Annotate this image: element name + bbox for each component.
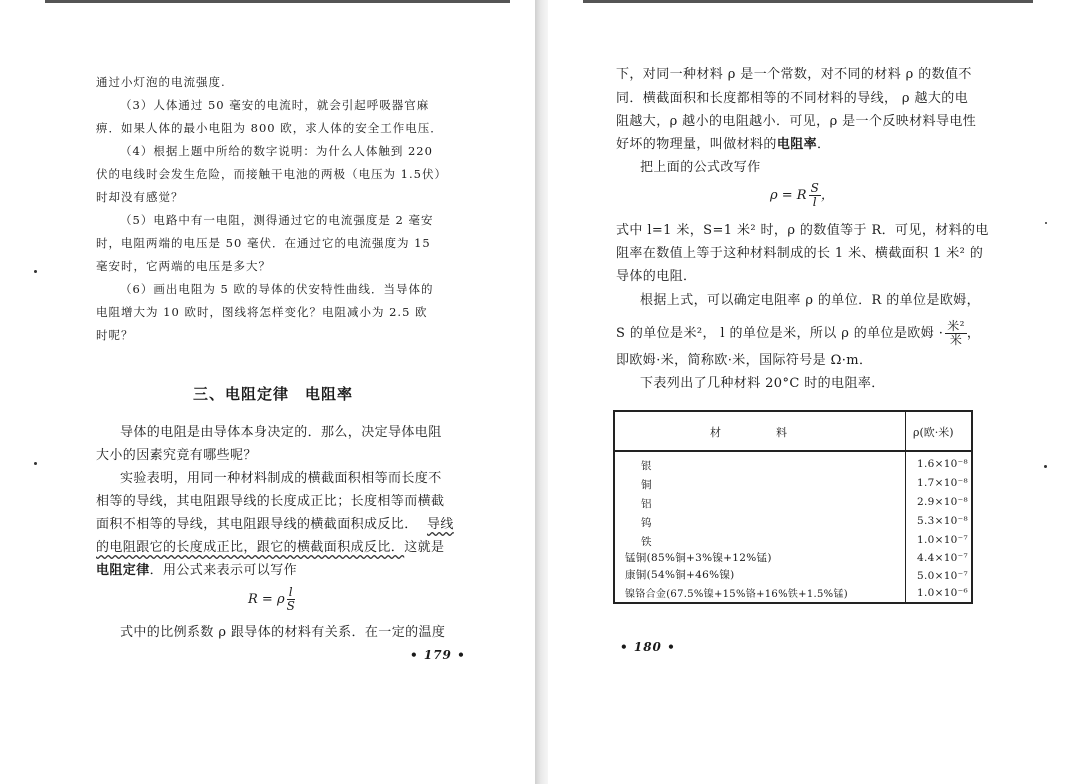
table-cell-value: 5.0×10⁻⁷ [917, 570, 969, 582]
text-line: 导体的电阻是由导体本身决定的．那么，决定导体电阻 [120, 425, 442, 440]
speck [34, 270, 37, 273]
underlined-text: 的电阻跟它的长度成正比，跟它的横截面积成反比． [96, 540, 405, 555]
text-line: （3）人体通过 50 毫安的电流时，就会引起呼吸器官麻 [120, 98, 430, 112]
table-header-material: 材 料 [710, 426, 787, 439]
table-header-divider [615, 450, 971, 452]
table-cell-value: 5.3×10⁻⁸ [917, 515, 969, 527]
book-gutter [535, 0, 548, 784]
table-cell-value: 1.0×10⁻⁷ [917, 534, 969, 546]
unit-numerator: 米² [947, 319, 965, 333]
formula-fraction [287, 586, 295, 613]
text-fragment: S 的单位是米²， l 的单位是米，所以 ρ 的单位是欧姆 · [616, 326, 944, 341]
text-line: 相等的导线，其电阻跟导线的长度成正比；长度相等而横截 [96, 494, 445, 509]
table-cell-value: 2.9×10⁻⁸ [917, 496, 969, 508]
page-number: • 179 • [410, 648, 466, 662]
underlined-text: 导线 [427, 517, 454, 532]
text-fragment: ， [966, 326, 981, 341]
text-line [616, 136, 830, 154]
table-cell-material: 镍铬合金(67.5%镍+15%铬+16%铁+1.5%锰) [625, 589, 848, 600]
text-line [616, 320, 980, 347]
text-line: 同．横截面积和长度都相等的不同材料的导线， ρ 越大的电 [616, 91, 969, 106]
text-line: 实验表明，用同一种材料制成的横截面积相等而长度不 [120, 471, 442, 486]
table-cell-material: 铝 [641, 498, 652, 510]
formula-numerator: l [287, 586, 295, 600]
formula-numerator: S [810, 181, 819, 195]
text-line: 痹．如果人体的最小电阻为 800 欧，求人体的安全工作电压． [96, 121, 443, 135]
text-line: 阻率在数值上等于这种材料制成的长 1 米、横截面积 1 米² 的 [616, 246, 984, 261]
formula-lhs: R = ρ [248, 592, 285, 607]
formula-denominator: l [812, 195, 817, 209]
resistivity-table [613, 410, 973, 604]
text-line: 式中 l=1 米，S=1 米² 时，ρ 的数值等于 R．可见，材料的电 [616, 223, 989, 238]
text-line: 大小的因素究竟有哪些呢？ [96, 448, 257, 463]
table-cell-value: 1.6×10⁻⁸ [917, 458, 969, 470]
text-line: 把上面的公式改写作 [640, 160, 761, 175]
text-fragment: ．用公式来表示可以写作 [149, 563, 298, 578]
text-line: 电阻增大为 10 欧时，图线将怎样变化？电阻减小为 2.5 欧 [96, 305, 428, 319]
table-cell-material: 铁 [641, 536, 652, 548]
text-line: 面积不相等的导线，其电阻跟导线的横截面积成反比． [96, 517, 418, 532]
speck [1044, 465, 1047, 468]
formula-tail: ， [820, 188, 834, 203]
text-line: （4）根据上题中所给的数字说明：为什么人体触到 220 [120, 144, 433, 158]
text-line: 阻越大，ρ 越小的电阻越小．可见，ρ 是一个反映材料导电性 [616, 114, 977, 129]
table-header-rho: ρ(欧·米) [913, 426, 954, 439]
formula-resistivity [770, 182, 834, 209]
table-cell-material: 铜 [641, 479, 652, 491]
text-fragment: 这就是 [404, 540, 445, 555]
page-number: • 180 • [620, 640, 676, 654]
text-line: 根据上式，可以确定电阻率 ρ 的单位．R 的单位是欧姆， [640, 293, 981, 308]
text-line: 导体的电阻． [616, 269, 697, 284]
top-rule [45, 0, 510, 3]
formula-resistance-law [248, 586, 295, 613]
text-line: 时却没有感觉？ [96, 190, 184, 204]
unit-denominator: 米 [949, 333, 963, 347]
table-cell-material: 康铜(54%铜+46%镍) [625, 569, 735, 581]
text-line: 下，对同一种材料 ρ 是一个常数，对不同的材料 ρ 的数值不 [616, 67, 972, 82]
formula-denominator: S [286, 599, 295, 613]
text-fragment: 好坏的物理量，叫做材料的 [616, 137, 777, 152]
table-cell-material: 锰铜(85%铜+3%镍+12%锰) [625, 552, 772, 564]
text-line: （5）电路中有一电阻，测得通过它的电流强度是 2 毫安 [120, 213, 434, 227]
text-line: 即欧姆·米，简称欧·米，国际符号是 Ω·m． [616, 353, 873, 368]
unit-fraction [945, 320, 967, 347]
text-line: 下表列出了几种材料 20°C 时的电阻率． [640, 376, 885, 391]
law-name: 电阻定律 [96, 563, 150, 578]
text-line: 通过小灯泡的电流强度. [96, 75, 226, 89]
text-line: 伏的电线时会发生危险，而接触干电池的两极（电压为 1.5伏） [96, 167, 447, 181]
text-line: （6）画出电阻为 5 欧的导体的伏安特性曲线．当导体的 [120, 282, 434, 296]
top-rule [583, 0, 1033, 3]
term-resistivity: 电阻率 [776, 137, 818, 152]
text-line: 毫安时，它两端的电压是多大？ [96, 259, 271, 273]
table-cell-material: 银 [641, 460, 652, 472]
text-line [96, 562, 297, 580]
text-line: 式中的比例系数 ρ 跟导体的材料有关系．在一定的温度 [120, 625, 446, 640]
text-line: 时呢？ [96, 328, 134, 342]
table-cell-value: 4.4×10⁻⁷ [917, 552, 969, 564]
table-cell-material: 钨 [641, 517, 652, 529]
speck [1045, 222, 1047, 224]
speck [34, 462, 37, 465]
text-line: 时，电阻两端的电压是 50 毫伏．在通过它的电流强度为 15 [96, 236, 431, 250]
table-cell-value: 1.7×10⁻⁸ [917, 477, 969, 489]
left-page [0, 0, 535, 784]
table-column-divider [905, 412, 906, 602]
formula-lhs: ρ = R [770, 188, 807, 203]
section-heading: 三、电阻定律 电阻率 [193, 385, 354, 403]
text-line [96, 539, 444, 557]
text-fragment: ． [817, 137, 831, 152]
formula-fraction [809, 182, 821, 209]
table-cell-value: 1.0×10⁻⁶ [917, 587, 969, 599]
